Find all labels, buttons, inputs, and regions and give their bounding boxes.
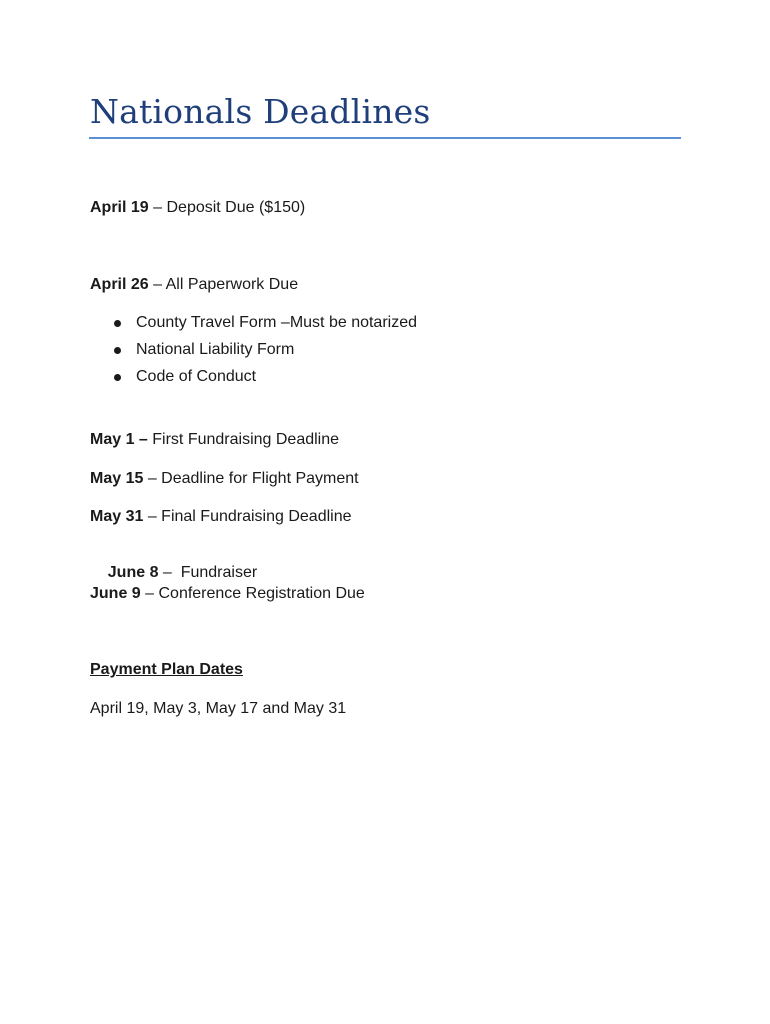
bullet-icon [114,347,121,354]
title-divider [89,137,681,139]
deadline-text: Deposit Due ($150) [166,199,306,216]
deadline-text: Deadline for Flight Payment [161,470,359,487]
list-item [108,339,417,366]
payment-plan-dates: April 19, May 3, May 17 and May 31 [90,700,347,717]
deadline-date: April 26 [90,276,149,293]
paperwork-list [108,312,417,393]
deadline-text: Fundraiser [180,564,258,581]
deadline-text: First Fundraising Deadline [152,431,340,448]
deadline-line-first-fundraising [90,431,339,449]
deadline-line-deposit [90,199,305,217]
list-item [108,366,417,393]
deadline-separator: – [143,508,162,525]
list-item-text: Code of Conduct [136,368,257,385]
deadline-date: June 8 [107,564,159,581]
deadline-line-final-fundraising [90,508,352,526]
list-item-text: County Travel Form –Must be notarized [136,314,418,331]
deadline-text: Conference Registration Due [158,585,365,602]
list-item-text: National Liability Form [136,341,295,358]
bullet-icon [114,374,121,381]
deadline-date: May 15 [90,470,144,487]
deadline-separator: – [158,564,181,581]
deadline-text: All Paperwork Due [165,276,299,293]
deadline-line-flight-payment [90,470,359,488]
deadline-separator: – [148,276,166,293]
payment-plan-heading: Payment Plan Dates [90,661,243,678]
bullet-icon [114,320,121,327]
deadline-date: April 19 [90,199,149,216]
deadline-date: May 31 [90,508,144,525]
deadline-date: May 1 – [90,431,148,448]
deadline-separator: – [140,585,159,602]
deadline-separator: – [148,199,167,216]
deadline-separator: – [143,470,162,487]
list-item [108,312,417,339]
deadline-text: Final Fundraising Deadline [161,508,352,525]
deadline-line-registration [90,585,365,603]
deadline-date: June 9 [90,585,141,602]
page-title: Nationals Deadlines [90,92,431,131]
deadline-line-paperwork [90,276,298,294]
